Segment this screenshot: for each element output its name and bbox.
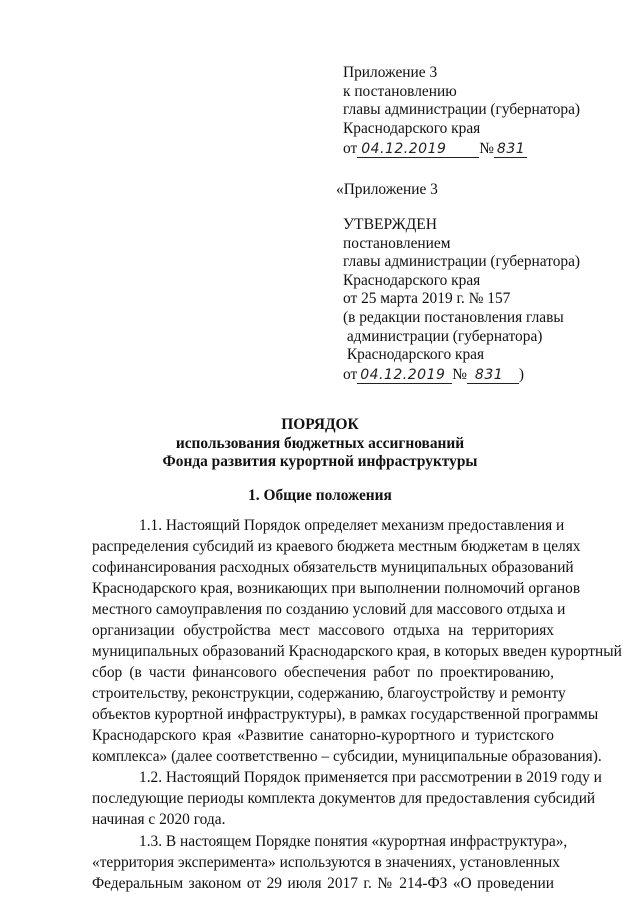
handwritten-number: 831 (467, 368, 519, 384)
approved-line: администрации (губернатора) (343, 327, 543, 345)
approved-line: (в редакции постановления главы (343, 308, 564, 326)
approved-title: УТВЕРЖДЕН (343, 216, 438, 233)
body-line: организации обустройства мест массового отдыха на территориях (92, 622, 554, 639)
approved-line: главы администрации (губернатора) (343, 253, 581, 271)
body-line: софинансирования расходных обязательств муниципальных образований (92, 559, 574, 576)
header-date-line (343, 140, 580, 159)
handwritten-date: 04.12.2019 (357, 368, 452, 384)
body-line: 1.3. В настоящем Порядке понятия «курортная инфраструктура», (139, 833, 568, 850)
quote-appendix-title: «Приложение 3 (336, 181, 438, 198)
body-line: объектов курортной инфраструктуры), в рамках государственной программы (92, 706, 599, 723)
doc-title: ПОРЯДОК (281, 416, 359, 433)
approved-line: Краснодарского края (343, 346, 485, 364)
closing-paren: ) (518, 365, 525, 383)
header-line: Краснодарского края (343, 119, 481, 137)
body-line: Краснодарского края, возникающих при выполнении полномочий органов (92, 580, 581, 597)
approved-line: Краснодарского края (343, 271, 481, 289)
body-line: сбор (в части финансового обеспечения работ по проектированию, (92, 664, 554, 681)
doc-subtitle: использования бюджетных ассигнований (175, 435, 465, 452)
approved-date-line (343, 366, 580, 385)
number-prefix: № (452, 365, 467, 383)
body-line: «территория эксперимента» используются в значениях, установленных (92, 854, 560, 871)
body-line: строительству, реконструкции, содержанию, благоустройству и ремонту (92, 685, 566, 702)
approved-line: от 25 марта 2019 г. № 157 (343, 290, 511, 308)
handwritten-number: 831 (494, 142, 527, 158)
body-line: муниципальных образований Краснодарского края, в которых введен курортный (92, 643, 622, 660)
date-prefix: от (343, 140, 358, 158)
number-prefix: № (479, 140, 494, 158)
body-line: местного самоуправления по созданию условий для массового отдыха и (92, 601, 566, 618)
body-line: Краснодарского края «Развитие санаторно-курортного и туристского (92, 727, 554, 744)
body-line: Федеральным законом от 29 июля 2017 г. № 214-ФЗ «О проведении (92, 875, 554, 892)
header-line: Приложение 3 (343, 64, 438, 81)
handwritten-date: 04.12.2019 (357, 142, 479, 158)
body-line: 1.2. Настоящий Порядок применяется при рассмотрении в 2019 году и (139, 769, 602, 786)
header-line: к постановлению (343, 82, 457, 100)
body-line: 1.1. Настоящий Порядок определяет механизм предоставления и (139, 517, 565, 534)
body-line: распределения субсидий из краевого бюджета местным бюджетам в целях (92, 538, 581, 555)
appendix-header (343, 64, 580, 159)
doc-subtitle: Фонда развития курортной инфраструктуры (162, 453, 478, 470)
body-line: комплекса» (далее соответственно – субсидии, муниципальные образования). (92, 748, 602, 765)
date-prefix: от (343, 365, 358, 383)
approved-line: постановлением (343, 234, 451, 252)
section-heading: 1. Общие положения (248, 487, 392, 504)
header-line: главы администрации (губернатора) (343, 101, 581, 119)
body-line: начиная с 2020 года. (92, 811, 226, 828)
approved-block (343, 216, 580, 384)
body-line: последующие периоды комплекта документов для предоставления субсидий (92, 790, 596, 807)
